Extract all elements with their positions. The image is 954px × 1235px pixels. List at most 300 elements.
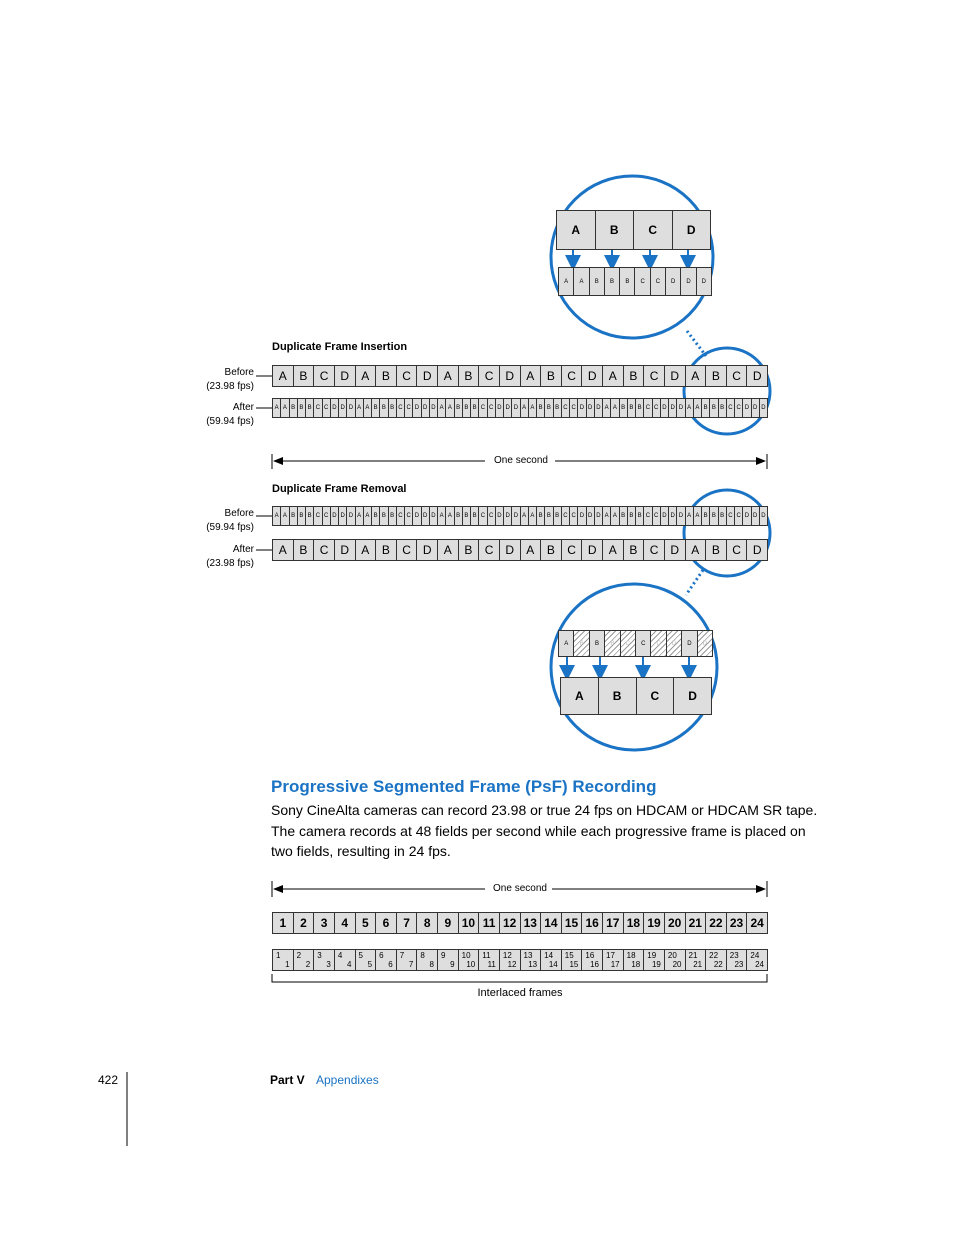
interlaced-bracket xyxy=(272,974,767,982)
section-heading: Progressive Segmented Frame (PsF) Recording xyxy=(271,777,657,796)
field-two: 19 xyxy=(651,960,661,969)
frame-cell: C xyxy=(644,366,665,386)
frame-cell: A xyxy=(611,507,619,525)
interlaced-frame-cell xyxy=(686,950,707,970)
removed-frame-cell: B xyxy=(605,631,620,656)
frame-cell: C xyxy=(570,507,578,525)
zoom-frame-cell: D xyxy=(674,678,711,714)
progressive-frame-cell: 4 xyxy=(335,913,356,933)
frame-cell: A xyxy=(603,366,624,386)
frame-cell: B xyxy=(537,399,545,417)
interlaced-frame-cell xyxy=(747,950,767,970)
field-one: 20 xyxy=(667,951,677,960)
frame-cell: D xyxy=(587,507,595,525)
zoom-frame-cell: C xyxy=(635,268,650,295)
frame-cell: D xyxy=(512,399,520,417)
zoom-big-frames xyxy=(556,210,711,250)
frame-cell: B xyxy=(294,540,315,560)
after-frames-row xyxy=(272,398,768,418)
progressive-frame-cell: 10 xyxy=(459,913,480,933)
zoom-connector xyxy=(686,570,703,595)
interlaced-frame-cell xyxy=(417,950,438,970)
frame-cell: C xyxy=(488,507,496,525)
frame-cell: B xyxy=(628,399,636,417)
field-one: 22 xyxy=(709,951,719,960)
frame-cell: B xyxy=(376,366,397,386)
kept-frame-cell: C xyxy=(636,631,651,656)
interlaced-label: Interlaced frames xyxy=(477,987,563,999)
frame-cell: A xyxy=(521,366,542,386)
before-rate: (59.94 fps) xyxy=(206,522,254,533)
zoom-frame-cell: B xyxy=(620,268,635,295)
frame-cell: A xyxy=(364,399,372,417)
field-one: 19 xyxy=(647,951,657,960)
frame-cell: D xyxy=(422,399,430,417)
frame-cell: B xyxy=(624,366,645,386)
frame-cell: A xyxy=(356,366,377,386)
footer-part: Part V xyxy=(270,1073,305,1087)
frame-cell: D xyxy=(496,507,504,525)
frame-cell: B xyxy=(294,366,315,386)
field-two: 21 xyxy=(693,960,703,969)
frame-cell: B xyxy=(298,399,306,417)
frame-cell: D xyxy=(665,540,686,560)
field-one: 7 xyxy=(399,951,405,960)
zoom-frame-cell: C xyxy=(637,678,675,714)
frame-cell: C xyxy=(570,399,578,417)
field-two: 17 xyxy=(610,960,620,969)
removed-frame-cell: C xyxy=(651,631,666,656)
interlaced-frame-cell xyxy=(459,950,480,970)
frame-cell: C xyxy=(644,399,652,417)
field-one: 11 xyxy=(482,951,491,960)
frame-cell: D xyxy=(595,399,603,417)
zoom-connector xyxy=(687,331,706,356)
interlaced-frame-cell xyxy=(397,950,418,970)
frame-cell: D xyxy=(661,399,669,417)
field-two: 16 xyxy=(590,960,599,969)
frame-cell: C xyxy=(397,366,418,386)
frame-cell: D xyxy=(413,399,421,417)
zoom-small-frames xyxy=(558,630,713,657)
after-label xyxy=(190,543,254,571)
removed-frame-cell: B xyxy=(574,631,589,656)
frame-cell: B xyxy=(463,399,471,417)
frame-cell: D xyxy=(331,399,339,417)
field-two: 10 xyxy=(466,960,476,969)
frame-cell: D xyxy=(582,366,603,386)
frame-cell: C xyxy=(562,507,570,525)
frame-cell: D xyxy=(430,399,438,417)
frame-cell: B xyxy=(306,399,314,417)
frame-cell: A xyxy=(603,507,611,525)
interlaced-frame-cell xyxy=(706,950,727,970)
after-label xyxy=(190,401,254,429)
frame-cell: A xyxy=(438,540,459,560)
one-second-label: One second xyxy=(494,455,548,466)
interlaced-frame-cell xyxy=(582,950,603,970)
field-two: 20 xyxy=(672,960,682,969)
interlaced-frame-cell xyxy=(665,950,686,970)
zoom-frame-cell: B xyxy=(590,268,605,295)
frame-cell: D xyxy=(669,399,677,417)
frame-cell: B xyxy=(636,399,644,417)
frame-cell: C xyxy=(314,366,335,386)
frame-cell: A xyxy=(529,399,537,417)
frame-cell: D xyxy=(339,399,347,417)
frame-cell: D xyxy=(335,366,356,386)
after-frames-row xyxy=(272,539,768,561)
frame-cell: C xyxy=(562,399,570,417)
frame-cell: D xyxy=(347,507,355,525)
field-two: 14 xyxy=(548,960,558,969)
frame-cell: B xyxy=(554,399,562,417)
field-two: 11 xyxy=(487,960,496,969)
before-text: Before xyxy=(224,367,254,378)
frame-cell: D xyxy=(335,540,356,560)
frame-cell: A xyxy=(273,399,281,417)
frame-cell: B xyxy=(380,507,388,525)
frame-cell: B xyxy=(372,507,380,525)
progressive-frame-cell: 9 xyxy=(438,913,459,933)
field-two: 22 xyxy=(713,960,723,969)
zoom-frame-cell: D xyxy=(697,268,711,295)
frame-cell: D xyxy=(512,507,520,525)
progressive-frame-cell: 12 xyxy=(500,913,521,933)
field-two: 9 xyxy=(450,960,455,969)
interlaced-fields-row xyxy=(272,949,768,971)
after-text: After xyxy=(232,402,254,413)
frame-cell: B xyxy=(471,507,479,525)
frame-cell: A xyxy=(521,399,529,417)
frame-cell: C xyxy=(727,399,735,417)
interlaced-frame-cell xyxy=(479,950,500,970)
field-one: 14 xyxy=(544,951,554,960)
frame-cell: B xyxy=(290,399,298,417)
frame-cell: C xyxy=(397,540,418,560)
frame-cell: D xyxy=(331,507,339,525)
frame-cell: B xyxy=(463,507,471,525)
frame-cell: A xyxy=(611,399,619,417)
frame-cell: C xyxy=(479,366,500,386)
before-label xyxy=(190,507,254,535)
progressive-frame-cell: 24 xyxy=(747,913,767,933)
progressive-frame-cell: 11 xyxy=(479,913,500,933)
frame-cell: B xyxy=(298,507,306,525)
field-one: 3 xyxy=(317,951,322,960)
progressive-frame-cell: 20 xyxy=(665,913,686,933)
frame-cell: A xyxy=(529,507,537,525)
zoom-frame-cell: D xyxy=(673,211,711,249)
footer-section-link[interactable]: Appendixes xyxy=(316,1073,379,1087)
frame-cell: A xyxy=(686,366,707,386)
frame-cell: A xyxy=(438,366,459,386)
after-text: After xyxy=(232,544,254,555)
frame-cell: D xyxy=(504,399,512,417)
frame-cell: A xyxy=(686,399,694,417)
interlaced-frame-cell xyxy=(521,950,542,970)
field-two: 1 xyxy=(285,960,290,969)
frame-cell: C xyxy=(653,399,661,417)
frame-cell: A xyxy=(446,399,454,417)
frame-cell: C xyxy=(727,540,748,560)
diagram-title-removal: Duplicate Frame Removal xyxy=(272,483,407,495)
frame-cell: A xyxy=(364,507,372,525)
zoom-frame-cell: D xyxy=(681,268,696,295)
progressive-frame-cell: 1 xyxy=(273,913,294,933)
interlaced-frame-cell xyxy=(541,950,562,970)
frame-cell: D xyxy=(760,507,767,525)
page-number: 422 xyxy=(98,1073,119,1087)
frame-cell: B xyxy=(710,507,718,525)
frame-cell: D xyxy=(661,507,669,525)
frame-cell: A xyxy=(281,399,289,417)
field-one: 1 xyxy=(276,951,281,960)
field-one: 16 xyxy=(585,951,595,960)
frame-cell: A xyxy=(273,507,281,525)
progressive-frame-cell: 21 xyxy=(686,913,707,933)
frame-cell: A xyxy=(356,507,364,525)
field-one: 2 xyxy=(296,951,302,960)
zoom-frame-cell: D xyxy=(666,268,681,295)
field-two: 4 xyxy=(347,960,352,969)
frame-cell: A xyxy=(438,399,446,417)
frame-cell: C xyxy=(735,399,743,417)
zoom-frame-cell: C xyxy=(634,211,673,249)
frame-cell: D xyxy=(752,507,760,525)
removed-frame-cell: D xyxy=(698,631,712,656)
field-two: 8 xyxy=(429,960,434,969)
frame-cell: A xyxy=(273,540,294,560)
frame-cell: B xyxy=(706,366,727,386)
progressive-frame-cell: 15 xyxy=(562,913,583,933)
frame-cell: C xyxy=(405,507,413,525)
after-rate: (23.98 fps) xyxy=(206,558,254,569)
field-one: 10 xyxy=(461,951,471,960)
field-one: 18 xyxy=(626,951,636,960)
frame-cell: A xyxy=(694,507,702,525)
frame-cell: D xyxy=(677,399,685,417)
frame-cell: D xyxy=(677,507,685,525)
progressive-frame-cell: 7 xyxy=(397,913,418,933)
diagram-title-insertion: Duplicate Frame Insertion xyxy=(272,341,408,353)
frame-cell: B xyxy=(372,399,380,417)
frame-cell: C xyxy=(644,540,665,560)
frame-cell: C xyxy=(562,540,583,560)
progressive-frame-cell: 16 xyxy=(582,913,603,933)
field-two: 15 xyxy=(569,960,579,969)
field-one: 17 xyxy=(606,951,615,960)
frame-cell: A xyxy=(686,540,707,560)
interlaced-frame-cell xyxy=(356,950,377,970)
frame-cell: B xyxy=(554,507,562,525)
frame-cell: A xyxy=(356,540,377,560)
frame-cell: A xyxy=(281,507,289,525)
field-two: 18 xyxy=(631,960,641,969)
interlaced-frame-cell xyxy=(500,950,521,970)
frame-cell: B xyxy=(702,399,710,417)
zoom-frame-cell: A xyxy=(559,268,574,295)
frame-cell: B xyxy=(537,507,545,525)
zoom-frame-cell: A xyxy=(574,268,589,295)
frame-cell: D xyxy=(669,507,677,525)
progressive-frame-cell: 17 xyxy=(603,913,624,933)
frame-cell: C xyxy=(479,507,487,525)
frame-cell: B xyxy=(620,399,628,417)
frame-cell: C xyxy=(727,507,735,525)
frame-cell: B xyxy=(306,507,314,525)
progressive-frame-cell: 13 xyxy=(521,913,542,933)
frame-cell: D xyxy=(430,507,438,525)
before-frames-row xyxy=(272,506,768,526)
frame-cell: C xyxy=(323,507,331,525)
zoom-frame-cell: B xyxy=(605,268,620,295)
frame-cell: C xyxy=(479,399,487,417)
field-two: 6 xyxy=(388,960,393,969)
field-two: 24 xyxy=(755,960,764,969)
frame-cell: A xyxy=(273,366,294,386)
frame-cell: B xyxy=(459,540,480,560)
frame-cell: D xyxy=(595,507,603,525)
frame-cell: B xyxy=(706,540,727,560)
interlaced-frame-cell xyxy=(603,950,624,970)
frame-cell: B xyxy=(628,507,636,525)
frame-cell: D xyxy=(665,366,686,386)
field-two: 13 xyxy=(528,960,538,969)
progressive-frame-cell: 6 xyxy=(376,913,397,933)
field-two: 5 xyxy=(367,960,373,969)
progressive-frame-cell: 3 xyxy=(314,913,335,933)
frame-cell: D xyxy=(496,399,504,417)
field-one: 12 xyxy=(502,951,512,960)
field-two: 3 xyxy=(326,960,331,969)
interlaced-frame-cell xyxy=(314,950,335,970)
zoom-frame-cell: B xyxy=(599,678,637,714)
field-one: 23 xyxy=(729,951,739,960)
zoom-frame-cell: A xyxy=(557,211,596,249)
frame-cell: D xyxy=(582,540,603,560)
interlaced-frame-cell xyxy=(562,950,583,970)
zoom-frame-cell: B xyxy=(596,211,635,249)
frame-cell: D xyxy=(743,507,751,525)
frame-cell: C xyxy=(727,366,748,386)
frame-cell: A xyxy=(438,507,446,525)
frame-cell: B xyxy=(702,507,710,525)
interlaced-frame-cell xyxy=(438,950,459,970)
frame-cell: D xyxy=(587,399,595,417)
field-one: 21 xyxy=(688,951,698,960)
field-two: 12 xyxy=(507,960,517,969)
field-one: 4 xyxy=(337,951,343,960)
interlaced-frame-cell xyxy=(335,950,356,970)
zoom-big-frames xyxy=(560,677,712,715)
frame-cell: D xyxy=(347,399,355,417)
before-label xyxy=(190,366,254,394)
frame-cell: C xyxy=(488,399,496,417)
field-one: 8 xyxy=(420,951,425,960)
frame-cell: C xyxy=(323,399,331,417)
frame-cell: B xyxy=(290,507,298,525)
frame-cell: D xyxy=(500,366,521,386)
frame-cell: A xyxy=(686,507,694,525)
frame-cell: B xyxy=(545,507,553,525)
section-paragraph: Sony CineAlta cameras can record 23.98 or true 24 fps on HDCAM or HDCAM SR tape. The camera records at 48 fields per second while each progressive frame is placed on two fields, resulting in 24 fps. xyxy=(271,802,818,859)
interlaced-frame-cell xyxy=(273,950,294,970)
progressive-frame-cell: 23 xyxy=(727,913,748,933)
frame-cell: B xyxy=(541,366,562,386)
frame-cell: C xyxy=(405,399,413,417)
field-two: 23 xyxy=(734,960,744,969)
frame-cell: D xyxy=(339,507,347,525)
frame-cell: A xyxy=(446,507,454,525)
kept-frame-cell: D xyxy=(682,631,697,656)
before-frames-row xyxy=(272,365,768,387)
frame-cell: D xyxy=(500,540,521,560)
frame-cell: D xyxy=(413,507,421,525)
frame-cell: A xyxy=(694,399,702,417)
zoom-frame-cell: A xyxy=(561,678,599,714)
frame-cell: C xyxy=(479,540,500,560)
frame-cell: D xyxy=(747,366,767,386)
frame-cell: B xyxy=(624,540,645,560)
progressive-frame-cell: 8 xyxy=(417,913,438,933)
frame-cell: D xyxy=(417,366,438,386)
progressive-frame-cell: 19 xyxy=(644,913,665,933)
frame-cell: A xyxy=(521,540,542,560)
frame-cell: B xyxy=(376,540,397,560)
frame-cell: B xyxy=(380,399,388,417)
frame-cell: B xyxy=(710,399,718,417)
progressive-frame-cell: 14 xyxy=(541,913,562,933)
frame-cell: C xyxy=(562,366,583,386)
before-text: Before xyxy=(224,508,254,519)
progressive-frames-row xyxy=(272,912,768,934)
frame-cell: D xyxy=(578,507,586,525)
progressive-frame-cell: 18 xyxy=(624,913,645,933)
frame-cell: B xyxy=(636,507,644,525)
frame-cell: B xyxy=(471,399,479,417)
frame-cell: C xyxy=(735,507,743,525)
field-one: 6 xyxy=(379,951,384,960)
frame-cell: D xyxy=(760,399,767,417)
interlaced-frame-cell xyxy=(727,950,748,970)
frame-cell: C xyxy=(314,507,322,525)
frame-cell: B xyxy=(719,507,727,525)
frame-cell: C xyxy=(314,399,322,417)
frame-cell: C xyxy=(653,507,661,525)
zoom-circle-removal xyxy=(551,584,717,750)
frame-cell: A xyxy=(603,540,624,560)
frame-cell: B xyxy=(541,540,562,560)
frame-cell: D xyxy=(578,399,586,417)
frame-cell: A xyxy=(603,399,611,417)
frame-cell: A xyxy=(521,507,529,525)
interlaced-frame-cell xyxy=(624,950,645,970)
interlaced-frame-cell xyxy=(294,950,315,970)
field-two: 2 xyxy=(305,960,311,969)
zoom-small-frames xyxy=(558,267,712,296)
field-one: 15 xyxy=(564,951,574,960)
frame-cell: B xyxy=(459,366,480,386)
field-one: 9 xyxy=(441,951,446,960)
frame-cell: A xyxy=(356,399,364,417)
interlaced-frame-cell xyxy=(376,950,397,970)
field-one: 24 xyxy=(750,951,760,960)
frame-cell: D xyxy=(743,399,751,417)
frame-cell: C xyxy=(314,540,335,560)
highlight-circle-insertion xyxy=(684,348,770,434)
field-two: 7 xyxy=(408,960,414,969)
